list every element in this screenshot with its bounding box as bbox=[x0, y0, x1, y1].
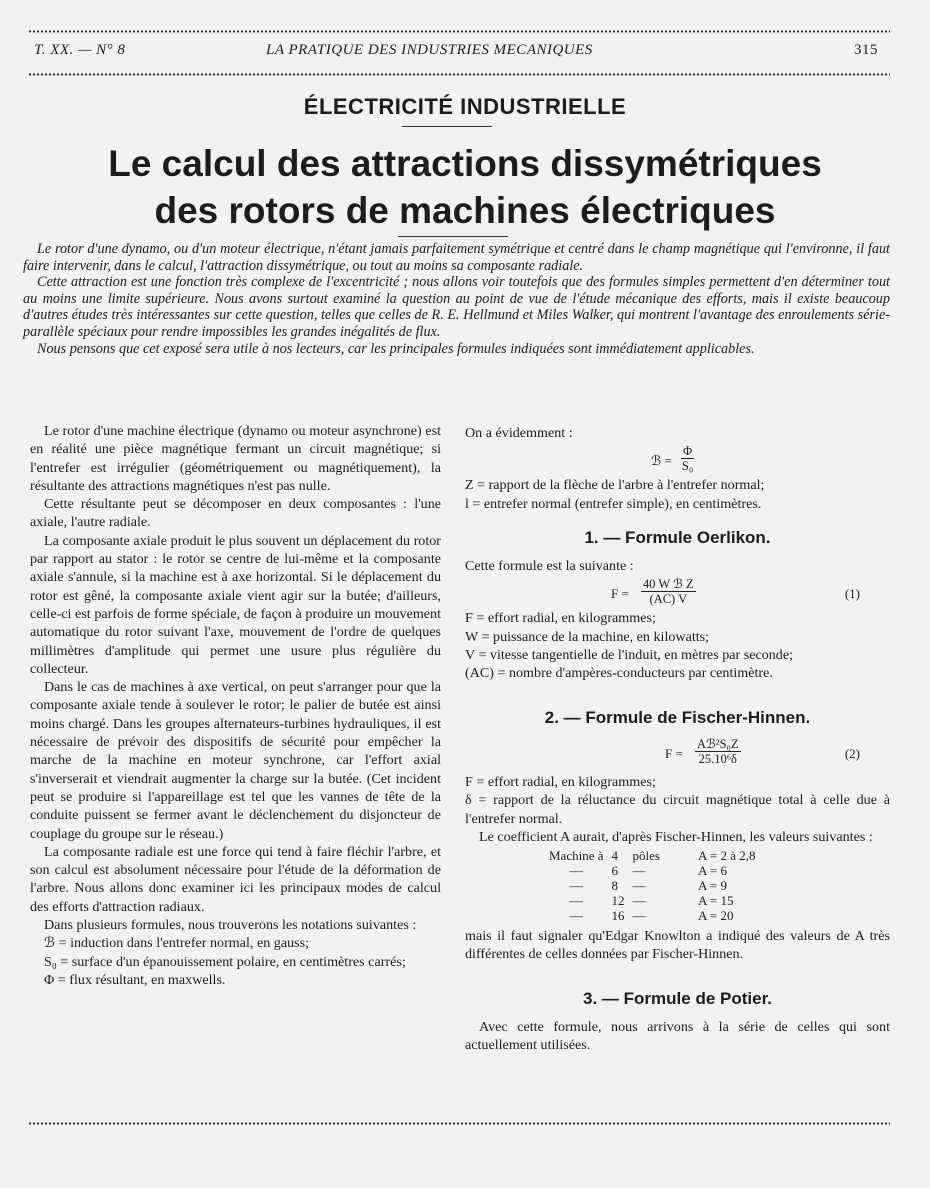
equation-fraction bbox=[641, 577, 696, 606]
equation-induction bbox=[465, 444, 890, 474]
table-row: — 6 — A = 6 bbox=[569, 863, 727, 879]
table-row: — 8 — A = 9 bbox=[569, 878, 727, 894]
intro-paragraph: Nous pensons que cet exposé sera utile à nos lecteurs, car les principales formules indiquées sont immédiatement applicables. bbox=[37, 340, 755, 357]
notation-flux: Φ = flux résultant, en maxwells. bbox=[44, 971, 226, 988]
notation-induction: ℬ = induction dans l'entrefer normal, en gauss; bbox=[44, 935, 310, 952]
equation-lhs: ℬ = bbox=[651, 453, 672, 469]
body-paragraph: On a évidemment : bbox=[465, 425, 573, 441]
article-title bbox=[0, 140, 930, 234]
definition: F = effort radial, en kilogrammes; bbox=[465, 773, 656, 790]
denominator: S₀ bbox=[681, 459, 694, 474]
numerator: Aℬ²S₀Z bbox=[697, 736, 739, 751]
body-paragraph: La composante radiale est une force qui tend à faire fléchir l'arbre, et son calcul est absolument nécessaire pour l'étude de la déformation de l'arbre. Nous allons donc examiner ici les principaux modes de calcul des efforts d'attraction radiaux. bbox=[30, 843, 441, 915]
denominator: 25.10⁶δ bbox=[698, 751, 737, 766]
equation-number: (1) bbox=[844, 586, 860, 602]
poles-table bbox=[549, 848, 764, 923]
definition: V = vitesse tangentielle de l'induit, en mètres par seconde; bbox=[465, 647, 794, 664]
equation-2 bbox=[465, 737, 890, 767]
equation-lhs: F = bbox=[665, 745, 683, 761]
body-paragraph: Le rotor d'une machine électrique (dynamo ou moteur asynchrone) est en réalité une pièce magnétique fermant un circuit magnétique; si l'entrefer est irrégulier (géométriquement ou magnétiquement), la résultante des attractions magnétiques n'est pas nulle. bbox=[30, 423, 441, 494]
intro-paragraph: Cette attraction est une fonction très complexe de l'excentricité ; nous allons voir toutefois que des formules simples permettent d'en déterminer tout au moins une limite supérieure. Nous avons surtout examiné la question au point de vue de l'étude mécanique des efforts, mais il existe beaucoup d'autres études très intéressantes sur cette question, telles que celles de R. E. Hellmund et Miles Walker, qui montrent l'avantage des enroulements série-parallèle spéciaux pour rendre impossibles les grandes inégalités de flux. bbox=[23, 274, 890, 340]
definition: F = effort radial, en kilogrammes; bbox=[465, 610, 656, 627]
bottom-dotted-rule bbox=[28, 1122, 890, 1125]
left-column bbox=[30, 422, 441, 989]
title-rule bbox=[398, 236, 508, 237]
body-paragraph: La composante axiale produit le plus souvent un déplacement du rotor par rapport au stator : le rotor se centre de lui-même et la composante axiale s'annule, si la machine est à axe horizontal. Si le déplacement du rotor est gêné, la composante axiale vient agir sur la butée; d'ailleurs, celle-ci est parfois de forme spéciale, de façon à produire un mouvement automatique du rotor suivant l'axe, mouvement de l'ordre de quelques millimètres d'amplitude qui permet une usure plus régulière du collecteur. bbox=[30, 532, 441, 677]
definition: Z = rapport de la flèche de l'arbre à l'entrefer normal; bbox=[465, 477, 765, 494]
definition: (AC) = nombre d'ampères-conducteurs par centimètre. bbox=[465, 665, 773, 682]
section-rule bbox=[402, 126, 492, 127]
body-paragraph: Cette formule est la suivante : bbox=[465, 558, 634, 575]
body-paragraph: mais il faut signaler qu'Edgar Knowlton a indiqué des valeurs de A très différentes de celles données par Fischer-Hinnen. bbox=[465, 928, 890, 963]
body-paragraph: Avec cette formule, nous arrivons à la série de celles qui sont actuellement utilisées. bbox=[465, 1019, 890, 1054]
introduction bbox=[23, 241, 890, 357]
header-dotted-rule bbox=[28, 73, 890, 76]
title-line-2: des rotors de machines électriques bbox=[154, 190, 776, 231]
title-line-1: Le calcul des attractions dissymétriques bbox=[108, 143, 822, 184]
body-paragraph: Dans le cas de machines à axe vertical, on peut s'arranger pour que la composante axiale tende à soulever le rotor; le palier de butée est ainsi moins chargé. Dans les groupes alternateurs-turbines hydrauliques, il est nécessaire de prévoir des dispositifs de sécurité pour empêcher la marche de la machine en moteur synchrone, car l'effort axial s'inverserait et viendrait augmenter la charge sur la butée. (Cet incident peut se produire si l'appareillage est tel que les vannes de tête de la conduite puissent se fermer avant le déclenchement du disjoncteur de couplage du groupe sur le réseau.) bbox=[30, 679, 441, 842]
volume-number: T. XX. — N° 8 bbox=[34, 42, 126, 58]
subheading-potier: 3. — Formule de Potier. bbox=[583, 988, 772, 1008]
table-row: Machine à 4 pôles A = 2 à 2,8 bbox=[549, 848, 756, 864]
body-paragraph: Le coefficient A aurait, d'après Fischer-Hinnen, les valeurs suivantes : bbox=[479, 828, 873, 845]
denominator: (AC) V bbox=[649, 592, 688, 607]
definition: l = entrefer normal (entrefer simple), en centimètres. bbox=[465, 495, 762, 512]
table-row: — 16 — A = 20 bbox=[569, 908, 734, 924]
top-dotted-rule bbox=[28, 30, 890, 33]
body-paragraph: Dans plusieurs formules, nous trouverons les notations suivantes : bbox=[44, 917, 417, 934]
definition: W = puissance de la machine, en kilowatts; bbox=[465, 628, 710, 645]
numerator: Φ bbox=[683, 444, 693, 459]
subheading-fischer-hinnen: 2. — Formule de Fischer-Hinnen. bbox=[544, 707, 811, 727]
right-column bbox=[465, 424, 890, 1055]
equation-fraction bbox=[681, 444, 694, 473]
equation-number: (2) bbox=[844, 745, 860, 761]
equation-fraction bbox=[695, 737, 741, 766]
equation-lhs: F = bbox=[611, 586, 629, 602]
definition: δ = rapport de la réluctance du circuit magnétique total à celle due à l'entrefer normal. bbox=[465, 792, 890, 827]
intro-paragraph: Le rotor d'une dynamo, ou d'un moteur électrique, n'étant jamais parfaitement symétrique et centré dans le champ magnétique qui l'environne, il faut faire intervenir, dans le calcul, l'attraction dissymétrique, ou tout au moins sa composante radiale. bbox=[23, 241, 890, 274]
numerator: 40 W ℬ Z bbox=[643, 577, 694, 592]
journal-name: LA PRATIQUE DES INDUSTRIES MECANIQUES bbox=[266, 42, 593, 58]
table-row: — 12 — A = 15 bbox=[569, 893, 734, 909]
equation-1 bbox=[465, 577, 890, 607]
page-number: 315 bbox=[854, 42, 878, 58]
body-paragraph: Cette résultante peut se décomposer en deux composantes : l'une axiale, l'autre radiale. bbox=[30, 496, 441, 531]
section-heading: ÉLECTRICITÉ INDUSTRIELLE bbox=[303, 94, 627, 119]
notation-surface: S₀ = surface d'un épanouissement polaire, en centimètres carrés; bbox=[44, 953, 406, 970]
subheading-oerlikon: 1. — Formule Oerlikon. bbox=[584, 527, 771, 547]
